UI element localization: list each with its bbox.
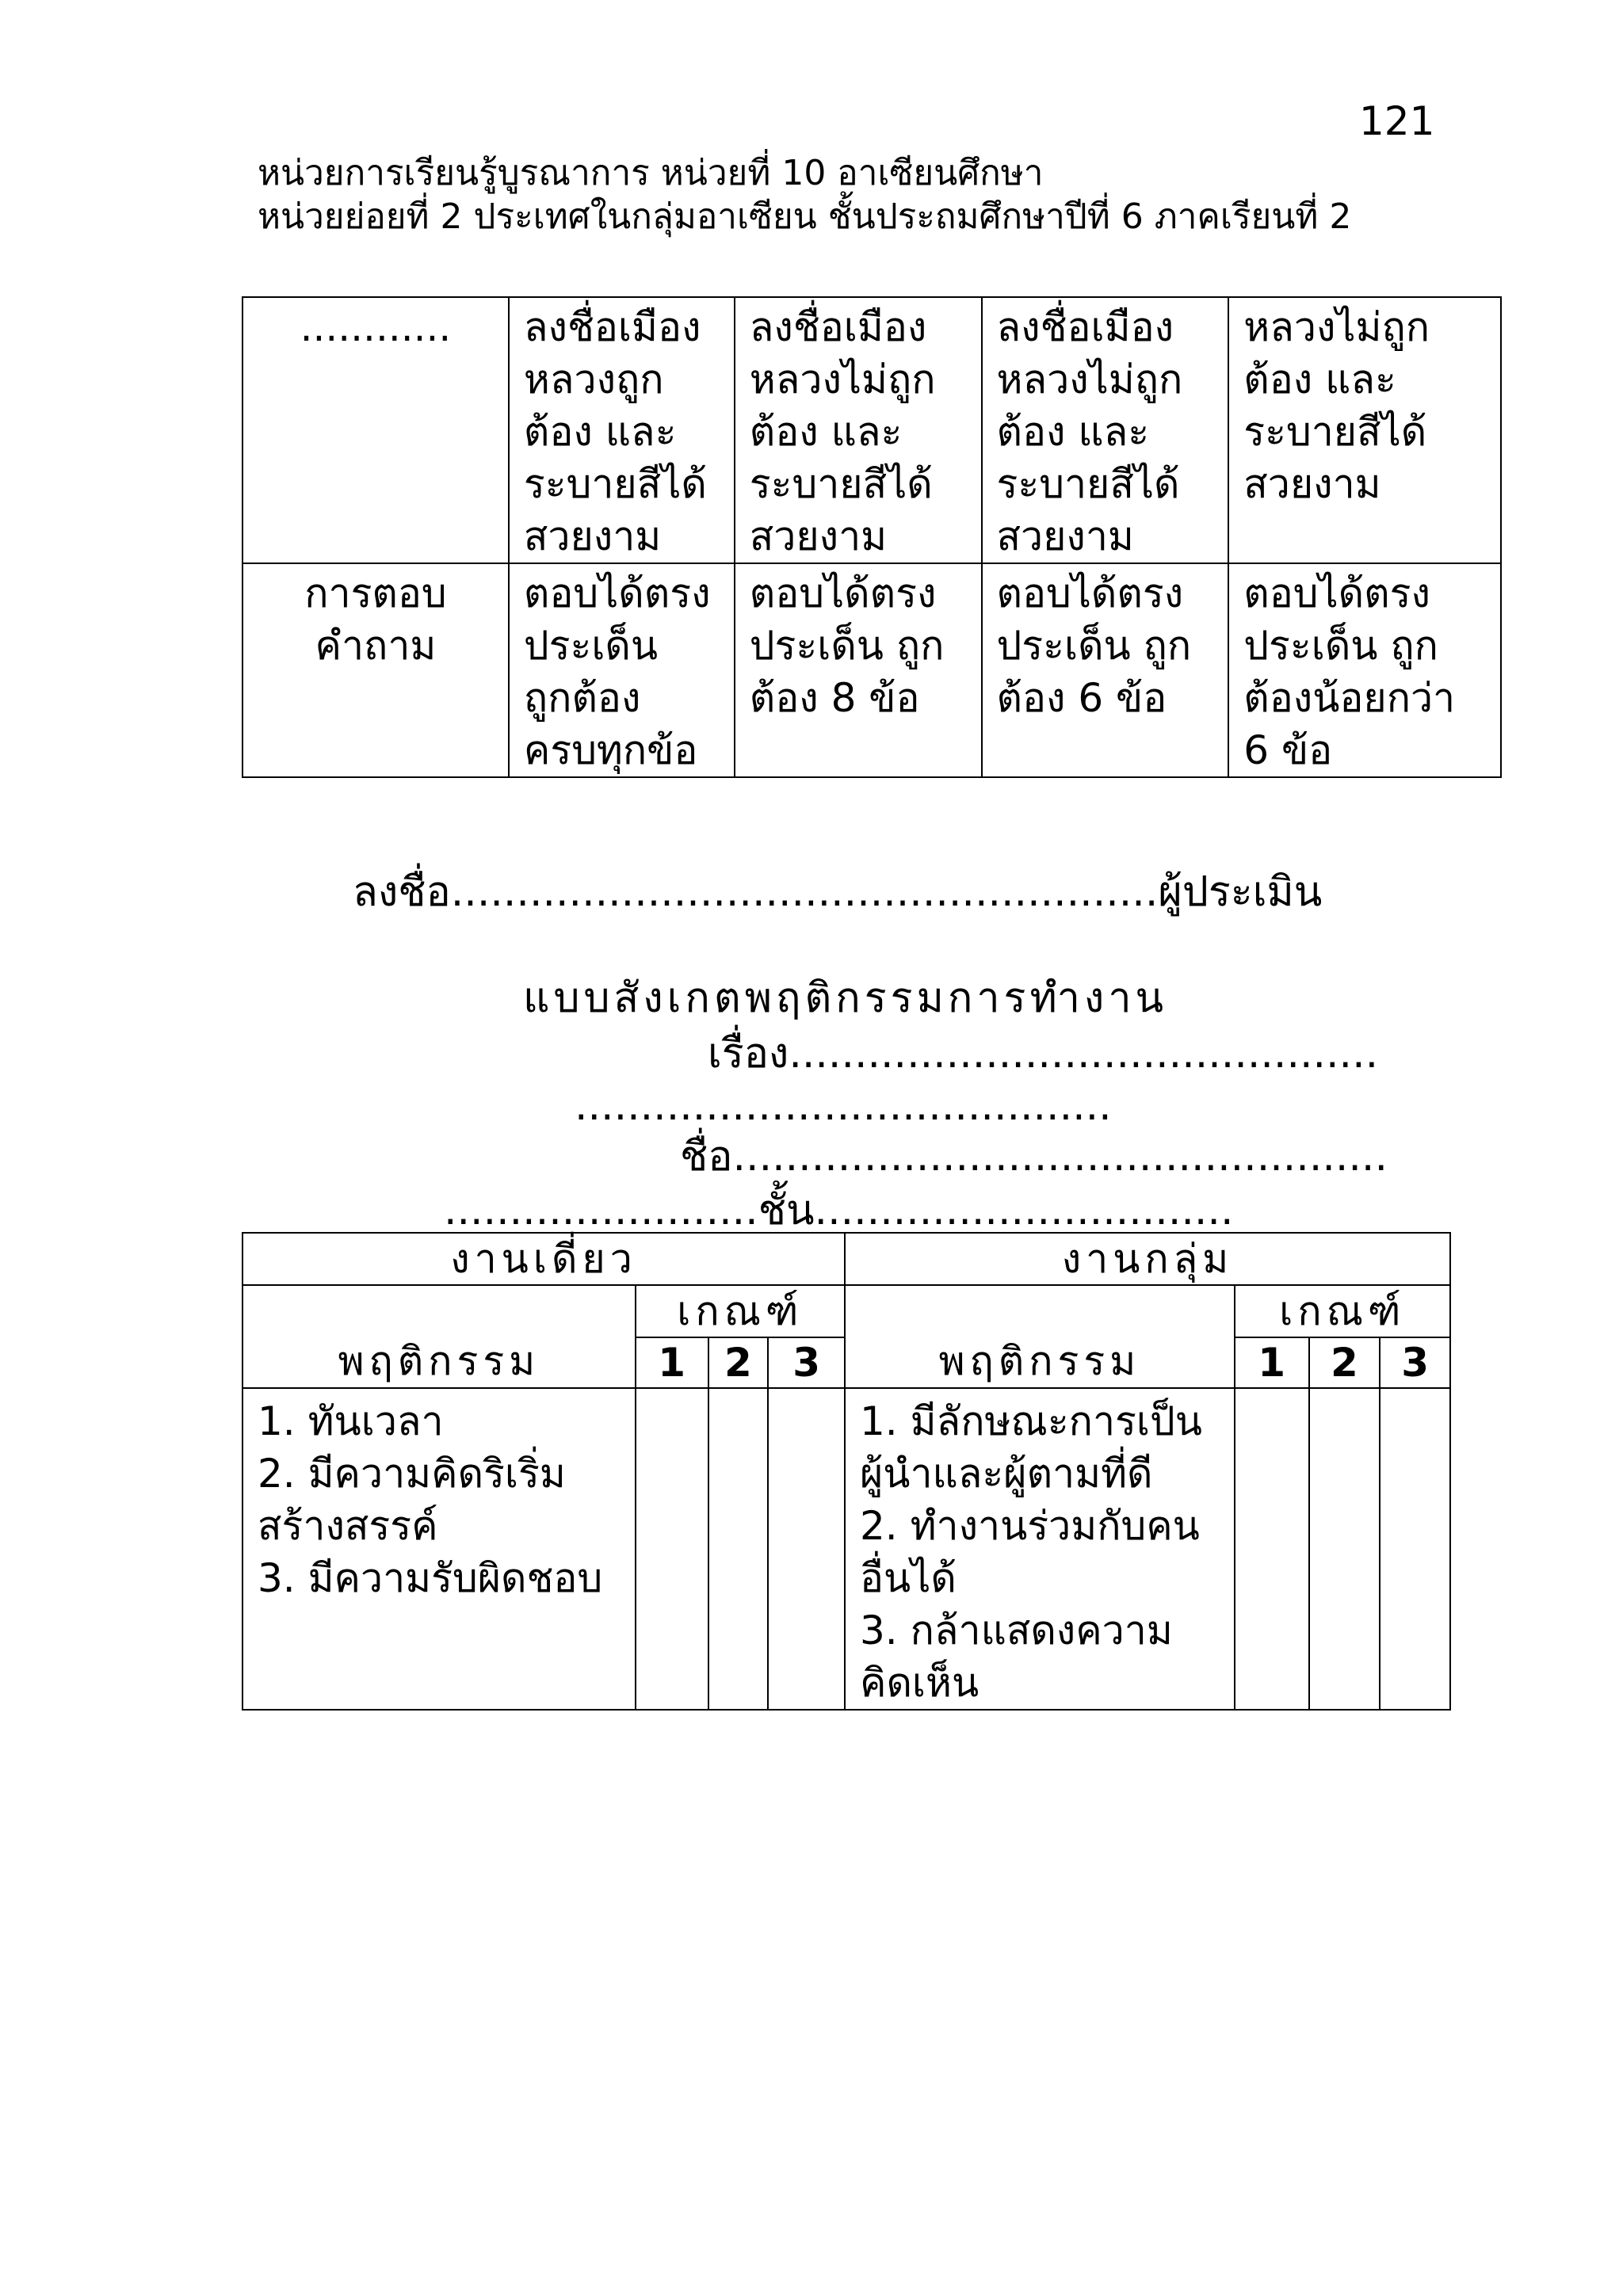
score-1-header: 1 [636,1337,708,1388]
rubric-level-cell [982,563,1229,777]
cell-line: 6 ข้อ [1243,727,1333,773]
obs-group-header-row [242,1233,1450,1285]
name-line: ชื่อ.................................................. [680,1133,1388,1180]
cell-line: ลงชื่อเมือง [523,304,701,350]
cell-line: การตอบ [304,570,447,616]
rubric-level-cell [982,297,1229,563]
cell-line: สวยงาม [1243,461,1381,507]
cell-line: สวยงาม [996,513,1134,559]
header-unit-line: หน่วยการเรียนรู้บูรณาการ หน่วยที่ 10 อาเซียนศึกษา [258,153,1044,193]
cell-line: ต้อง และ [1243,357,1396,402]
obs-criteria-header-row [242,1285,1450,1337]
score-cell[interactable] [636,1388,708,1710]
topic-line: เรื่อง............................................. [708,1030,1379,1077]
rubric-level-cell [735,297,982,563]
rubric-row-map [242,297,1501,563]
observation-table [242,1232,1451,1711]
cell-line: สวยงาม [749,513,888,559]
individual-criteria-header: เกณฑ์ [636,1285,845,1337]
rubric-row-answer [242,563,1501,777]
score-2-header: 2 [1309,1337,1381,1388]
behavior-item: 2. ทำงานร่วมกับคน [860,1503,1200,1549]
cell-line: ............ [300,304,452,350]
cell-line: หลวงถูก [523,357,664,402]
score-3-header: 3 [1380,1337,1450,1388]
cell-line: ต้อง และ [523,409,677,455]
rubric-criterion-cell [242,563,509,777]
observation-form-title: แบบสังเกตพฤติกรรมการทำงาน [523,974,1168,1022]
rubric-criterion-cell [242,297,509,563]
behavior-item: คิดเห็น [860,1660,980,1706]
score-2-header: 2 [708,1337,769,1388]
score-cell[interactable] [1235,1388,1309,1710]
cell-line: ระบายสีได้ [749,461,933,507]
cell-line: ต้อง และ [996,409,1150,455]
score-3-header: 3 [768,1337,845,1388]
individual-behavior-list [242,1388,636,1710]
cell-line: ต้อง 6 ข้อ [996,675,1167,721]
cell-line: สวยงาม [523,513,662,559]
rubric-level-cell [1228,563,1501,777]
group-behavior-header: พฤติกรรม [845,1285,1235,1388]
cell-line: ตอบได้ตรง [523,570,711,616]
cell-line: คำถาม [315,623,437,669]
behavior-item: 1. ทันเวลา [258,1398,444,1444]
group-criteria-header: เกณฑ์ [1235,1285,1450,1337]
behavior-item: 2. มีความคิดริเริ่ม [258,1451,566,1497]
cell-line: ตอบได้ตรง [1243,570,1430,616]
cell-line: หลวงไม่ถูก [1243,304,1430,350]
cell-line: ประเด็น ถูก [996,623,1192,669]
cell-line: หลวงไม่ถูก [996,357,1183,402]
cell-line: ครบทุกข้อ [523,727,698,773]
score-cell[interactable] [1380,1388,1450,1710]
cell-line: ตอบได้ตรง [996,570,1184,616]
behavior-item: 3. กล้าแสดงความ [860,1608,1173,1653]
rubric-level-cell [509,297,735,563]
individual-behavior-header: พฤติกรรม [242,1285,636,1388]
score-cell[interactable] [1309,1388,1381,1710]
cell-line: ลงชื่อเมือง [996,304,1174,350]
cell-line: ต้องน้อยกว่า [1243,675,1456,721]
score-cell[interactable] [708,1388,769,1710]
group-behavior-list [845,1388,1235,1710]
cell-line: ถูกต้อง [523,675,641,721]
cell-line: ระบายสีได้ [996,461,1180,507]
topic-continuation-line: ......................................... [575,1082,1112,1130]
cell-line: ประเด็น ถูก [1243,623,1438,669]
rubric-level-cell [509,563,735,777]
class-line: ........................ชั้น................................ [444,1187,1234,1234]
cell-line: ประเด็น ถูก [749,623,945,669]
cell-line: ระบายสีได้ [523,461,707,507]
behavior-item: อื่นได้ [860,1555,957,1601]
cell-line: ต้อง และ [749,409,903,455]
rubric-level-cell [735,563,982,777]
behavior-item: ผู้นำและผู้ตามที่ดี [860,1451,1153,1497]
individual-work-header: งานเดี่ยว [242,1233,845,1285]
behavior-item: 3. มีความรับผิดชอบ [258,1555,603,1601]
obs-items-row [242,1388,1450,1710]
cell-line: หลวงไม่ถูก [749,357,936,402]
behavior-item: 1. มีลักษณะการเป็น [860,1398,1202,1444]
score-1-header: 1 [1235,1337,1309,1388]
page-number: 121 [1359,98,1435,144]
score-cell[interactable] [768,1388,845,1710]
behavior-item: สร้างสรรค์ [258,1503,438,1549]
cell-line: ต้อง 8 ข้อ [749,675,920,721]
cell-line: ลงชื่อเมือง [749,304,927,350]
assessor-signature-line: ลงชื่อ......................................................ผู้ประเมิน [353,868,1323,916]
cell-line: ตอบได้ตรง [749,570,937,616]
cell-line: ระบายสีได้ [1243,409,1427,455]
cell-line: ประเด็น [523,623,659,669]
rubric-table [242,296,1502,778]
group-work-header: งานกลุ่ม [845,1233,1450,1285]
header-subunit-line: หน่วยย่อยที่ 2 ประเทศในกลุ่มอาเซียน ชั้นประถมศึกษาปีที่ 6 ภาคเรียนที่ 2 [258,196,1352,237]
rubric-level-cell [1228,297,1501,563]
